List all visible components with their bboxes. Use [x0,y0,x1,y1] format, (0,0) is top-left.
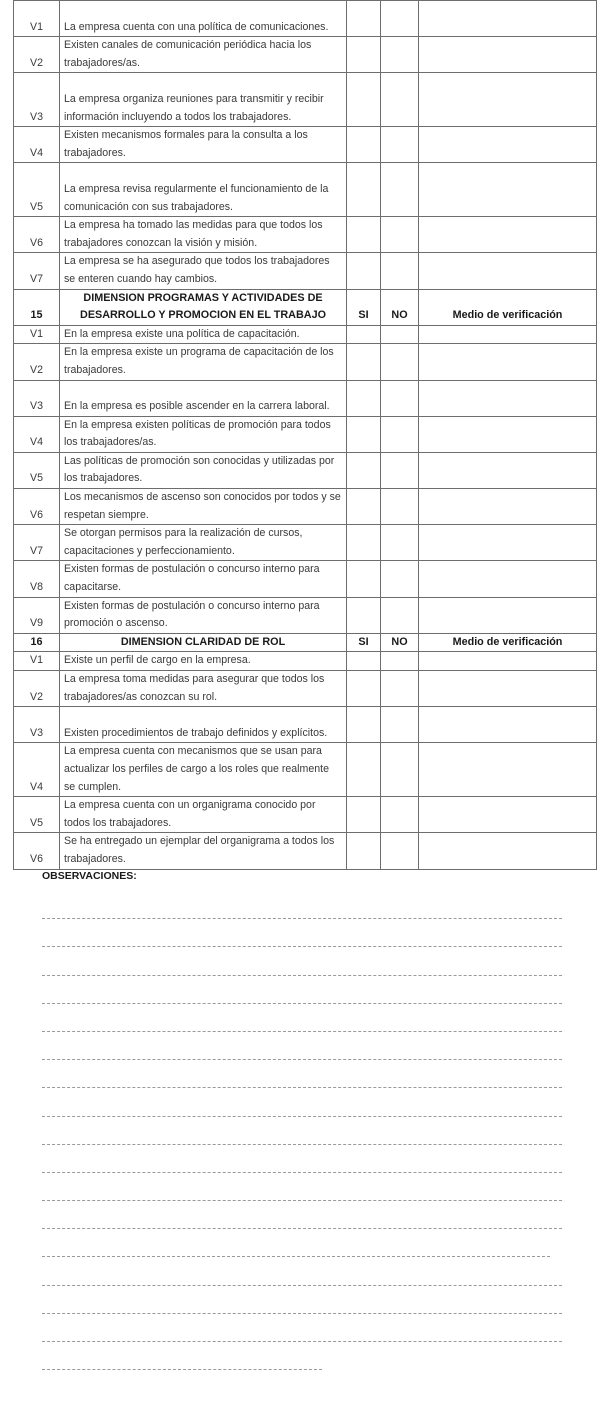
yes-checkbox-cell[interactable] [347,489,381,525]
item-question: En la empresa existen políticas de promoción para todos los trabajadores/as. [60,416,347,452]
verification-cell[interactable] [419,253,597,289]
checklist-table [13,0,597,870]
item-row [14,743,597,797]
item-row [14,671,597,707]
dimension-header-row [14,289,597,325]
no-checkbox-cell[interactable] [381,344,419,380]
item-code: V1 [14,325,60,344]
observations-title: OBSERVACIONES: [42,870,137,882]
item-code: V7 [14,525,60,561]
item-row [14,561,597,597]
no-checkbox-cell[interactable] [381,163,419,217]
no-checkbox-cell[interactable] [381,127,419,163]
no-checkbox-cell[interactable] [381,743,419,797]
yes-checkbox-cell[interactable] [347,452,381,488]
observation-line[interactable] [42,1206,562,1234]
verification-cell[interactable] [419,561,597,597]
dimension-number: 15 [14,289,60,325]
verification-cell[interactable] [419,833,597,869]
item-row [14,163,597,217]
item-code: V2 [14,344,60,380]
yes-checkbox-cell[interactable] [347,1,381,37]
yes-column-header: SI [347,633,381,652]
item-question: En la empresa existe un programa de capacitación de los trabajadores. [60,344,347,380]
item-row [14,652,597,671]
yes-checkbox-cell[interactable] [347,325,381,344]
item-question: Existen formas de postulación o concurso interno para promoción o ascenso. [60,597,347,633]
item-question: Existen procedimientos de trabajo definidos y explícitos. [60,707,347,743]
item-code: V9 [14,597,60,633]
yes-checkbox-cell[interactable] [347,743,381,797]
no-checkbox-cell[interactable] [381,671,419,707]
item-question: La empresa cuenta con mecanismos que se usan para actualizar los perfiles de cargo a los roles que realmente se cumplen. [60,743,347,797]
observation-line[interactable] [42,1178,562,1206]
observation-line[interactable] [42,1009,562,1037]
no-column-header: NO [381,633,419,652]
yes-checkbox-cell[interactable] [347,253,381,289]
yes-checkbox-cell[interactable] [347,380,381,416]
item-question: Existen formas de postulación o concurso interno para capacitarse. [60,561,347,597]
observation-line[interactable] [42,1093,562,1121]
observation-line[interactable] [42,1234,562,1262]
observation-line[interactable] [42,1122,562,1150]
item-question: Se otorgan permisos para la realización de cursos, capacitaciones y perfeccionamiento. [60,525,347,561]
no-checkbox-cell[interactable] [381,1,419,37]
item-row [14,37,597,73]
verification-cell[interactable] [419,797,597,833]
item-question: La empresa cuenta con un organigrama conocido por todos los trabajadores. [60,797,347,833]
item-code: V3 [14,380,60,416]
yes-checkbox-cell[interactable] [347,707,381,743]
item-code: V5 [14,797,60,833]
no-checkbox-cell[interactable] [381,833,419,869]
no-checkbox-cell[interactable] [381,253,419,289]
item-row [14,127,597,163]
item-row [14,217,597,253]
no-checkbox-cell[interactable] [381,489,419,525]
yes-column-header: SI [347,289,381,325]
item-question: Los mecanismos de ascenso son conocidos por todos y se respetan siempre. [60,489,347,525]
item-question: En la empresa es posible ascender en la carrera laboral. [60,380,347,416]
item-row [14,489,597,525]
verification-cell[interactable] [419,73,597,127]
observation-line[interactable] [42,1037,562,1065]
yes-checkbox-cell[interactable] [347,797,381,833]
observation-line[interactable] [42,924,562,952]
item-question: En la empresa existe una política de capacitación. [60,325,347,344]
yes-checkbox-cell[interactable] [347,73,381,127]
verification-column-header: Medio de verificación [419,289,597,325]
verification-cell[interactable] [419,127,597,163]
item-question: Las políticas de promoción son conocidas y utilizadas por los trabajadores. [60,452,347,488]
checklist-body [14,1,597,870]
no-checkbox-cell[interactable] [381,380,419,416]
item-question: La empresa toma medidas para asegurar que todos los trabajadores/as conozcan su rol. [60,671,347,707]
yes-checkbox-cell[interactable] [347,833,381,869]
verification-cell[interactable] [419,707,597,743]
verification-cell[interactable] [419,597,597,633]
item-question: La empresa se ha asegurado que todos los trabajadores se enteren cuando hay cambios. [60,253,347,289]
item-code: V2 [14,671,60,707]
item-row [14,597,597,633]
item-code: V2 [14,37,60,73]
verification-cell[interactable] [419,671,597,707]
item-code: V7 [14,253,60,289]
item-code: V1 [14,1,60,37]
observation-line[interactable] [42,1150,562,1178]
item-code: V4 [14,416,60,452]
no-checkbox-cell[interactable] [381,652,419,671]
yes-checkbox-cell[interactable] [347,652,381,671]
verification-cell[interactable] [419,163,597,217]
item-row [14,73,597,127]
yes-checkbox-cell[interactable] [347,163,381,217]
verification-cell[interactable] [419,344,597,380]
item-row [14,380,597,416]
no-checkbox-cell[interactable] [381,217,419,253]
item-code: V1 [14,652,60,671]
verification-cell[interactable] [419,652,597,671]
yes-checkbox-cell[interactable] [347,344,381,380]
observations-section [42,870,562,1375]
verification-cell[interactable] [419,489,597,525]
evaluation-sheet [13,0,596,870]
item-question: Se ha entregado un ejemplar del organigrama a todos los trabajadores. [60,833,347,869]
item-code: V3 [14,707,60,743]
observation-line[interactable] [42,1262,562,1290]
item-question: La empresa organiza reuniones para transmitir y recibir información incluyendo a todos los trabajadores. [60,73,347,127]
no-checkbox-cell[interactable] [381,525,419,561]
item-row [14,452,597,488]
yes-checkbox-cell[interactable] [347,37,381,73]
verification-cell[interactable] [419,325,597,344]
no-checkbox-cell[interactable] [381,452,419,488]
observation-line[interactable] [42,981,562,1009]
verification-cell[interactable] [419,217,597,253]
no-column-header: NO [381,289,419,325]
item-row [14,325,597,344]
yes-checkbox-cell[interactable] [347,127,381,163]
dimension-title: DIMENSION PROGRAMAS Y ACTIVIDADES DE DESARROLLO Y PROMOCION EN EL TRABAJO [60,289,347,325]
item-question: La empresa cuenta con una política de comunicaciones. [60,1,347,37]
dimension-header-row [14,633,597,652]
no-checkbox-cell[interactable] [381,325,419,344]
item-code: V6 [14,217,60,253]
verification-cell[interactable] [419,416,597,452]
item-row [14,833,597,869]
verification-cell[interactable] [419,743,597,797]
observation-line[interactable] [42,1319,562,1347]
verification-cell[interactable] [419,380,597,416]
observation-line[interactable] [42,1291,562,1319]
yes-checkbox-cell[interactable] [347,416,381,452]
item-code: V6 [14,833,60,869]
no-checkbox-cell[interactable] [381,416,419,452]
verification-cell[interactable] [419,1,597,37]
item-code: V4 [14,743,60,797]
no-checkbox-cell[interactable] [381,73,419,127]
yes-checkbox-cell[interactable] [347,561,381,597]
item-code: V5 [14,452,60,488]
item-question: Existen mecanismos formales para la consulta a los trabajadores. [60,127,347,163]
item-row [14,253,597,289]
item-question: La empresa revisa regularmente el funcionamiento de la comunicación con sus trabajadores. [60,163,347,217]
yes-checkbox-cell[interactable] [347,217,381,253]
item-code: V6 [14,489,60,525]
no-checkbox-cell[interactable] [381,37,419,73]
item-row [14,525,597,561]
item-row [14,1,597,37]
yes-checkbox-cell[interactable] [347,597,381,633]
no-checkbox-cell[interactable] [381,597,419,633]
verification-cell[interactable] [419,452,597,488]
observation-line[interactable] [42,1347,562,1375]
item-row [14,797,597,833]
dimension-number: 16 [14,633,60,652]
yes-checkbox-cell[interactable] [347,671,381,707]
item-row [14,416,597,452]
item-question: Existen canales de comunicación periódica hacia los trabajadores/as. [60,37,347,73]
dimension-title: DIMENSION CLARIDAD DE ROL [60,633,347,652]
item-question: La empresa ha tomado las medidas para que todos los trabajadores conozcan la visión y misión. [60,217,347,253]
item-row [14,707,597,743]
no-checkbox-cell[interactable] [381,561,419,597]
observation-line[interactable] [42,952,562,980]
item-question: Existe un perfil de cargo en la empresa. [60,652,347,671]
yes-checkbox-cell[interactable] [347,525,381,561]
no-checkbox-cell[interactable] [381,707,419,743]
observation-line[interactable] [42,1065,562,1093]
item-row [14,344,597,380]
item-code: V4 [14,127,60,163]
observation-line[interactable] [42,896,562,924]
verification-column-header: Medio de verificación [419,633,597,652]
no-checkbox-cell[interactable] [381,797,419,833]
observations-lines [42,896,562,1375]
item-code: V5 [14,163,60,217]
verification-cell[interactable] [419,37,597,73]
item-code: V8 [14,561,60,597]
verification-cell[interactable] [419,525,597,561]
item-code: V3 [14,73,60,127]
